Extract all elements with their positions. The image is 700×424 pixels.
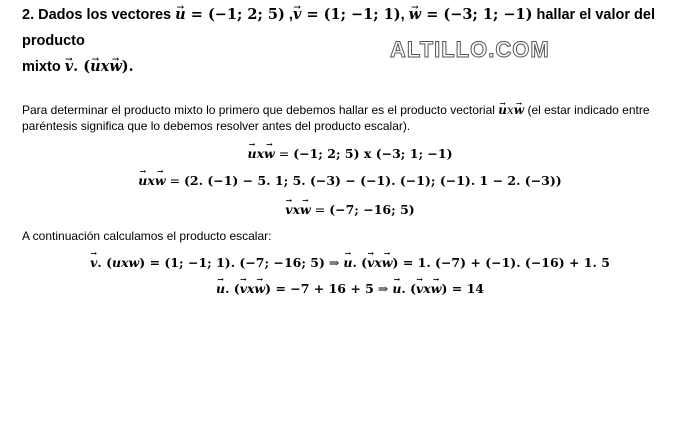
equation-cross-product-expansion: → ux→ w = (2. (−1) − 5. 1; 5. (−3) − (−1). (−1); (−1). 1 − 2. (−3)) <box>0 173 700 188</box>
vector-u-value: (−1; 2; 5) <box>207 6 285 23</box>
equation-scalar-product-setup: → v. (uxw) = (1; −1; 1). (−7; −16; 5) ⇒ → u. (→ vx→ w) = 1. (−7) + (−1). (−16) + 1. 5 <box>0 255 700 270</box>
problem-statement: 2. Dados los vectores → u = (−1; 2; 5) ,→ v = (1; −1; 1), → w = (−3; 1; −1) hallar el valor del producto mixto → v. (→ ux→ w). <box>22 2 682 80</box>
eq3-rhs: (−7; −16; 5) <box>329 202 415 217</box>
problem-text-line2: mixto <box>22 59 61 75</box>
vector-u: → u <box>247 146 256 161</box>
eq1-rhs: (−1; 2; 5) x (−3; 1; −1) <box>293 146 453 161</box>
vector-w: → w <box>254 281 265 296</box>
vector-v: → v <box>90 255 97 270</box>
problem-number: 2. <box>22 7 35 23</box>
vector-u: → u <box>392 281 401 296</box>
intro-paragraph: Para determinar el producto mixto lo primero que debemos hallar es el producto vectorial → ux→ w (el estar indicado entre paréntesis significa que lo debemos resolver antes del producto escalar). <box>22 102 682 134</box>
vector-v-value: (1; −1; 1) <box>323 6 401 23</box>
eq4-mid: (1; −1; 1). (−7; −16; 5) <box>164 255 325 270</box>
vector-w: → w <box>155 173 166 188</box>
vector-u: → u <box>90 54 101 80</box>
vector-v: → v <box>367 255 374 270</box>
problem-text-end: hallar el valor del producto <box>22 7 655 49</box>
intro-part2: (el estar indicado entre paréntesis significa que lo debemos resolver antes del producto escalar). <box>22 103 650 133</box>
watermark: ALTILLO.COM <box>390 37 550 62</box>
vector-u: → u <box>498 102 507 118</box>
problem-text-start: Dados los vectores <box>38 7 172 23</box>
vector-v: → v <box>65 54 73 80</box>
eq5-rhs: 14 <box>466 281 485 296</box>
vector-w: → w <box>514 102 524 118</box>
vector-w-value: (−3; 1; −1) <box>443 6 533 23</box>
vector-w: → w <box>109 54 121 80</box>
vector-w: → w <box>300 202 311 217</box>
eq4-rhs: 1. (−7) + (−1). (−16) + 1. 5 <box>417 255 610 270</box>
eq5-mid: −7 + 16 + 5 <box>290 281 374 296</box>
vector-w: → w <box>264 146 275 161</box>
vector-u: → u <box>175 2 186 28</box>
vector-v: → v <box>416 281 423 296</box>
equation-scalar-product-result: → u. (→ vx→ w) = −7 + 16 + 5 ⇒ → u. (→ vx→ w) = 14 <box>0 281 700 296</box>
vector-w: → w <box>409 2 421 28</box>
transition-text: A continuación calculamos el producto escalar: <box>22 229 272 243</box>
intro-part1: Para determinar el producto mixto lo primero que debemos hallar es el producto vectorial <box>22 103 495 117</box>
vector-w: → w <box>431 281 442 296</box>
vector-u: → u <box>216 281 225 296</box>
equation-cross-product-result: → vx→ w = (−7; −16; 5) <box>0 202 700 217</box>
vector-w: → w <box>382 255 393 270</box>
vector-v: → v <box>285 202 292 217</box>
vector-v: → v <box>293 2 301 28</box>
vector-u: → u <box>138 173 147 188</box>
equation-cross-product-setup: → ux→ w = (−1; 2; 5) x (−3; 1; −1) <box>0 146 700 161</box>
vector-u: → u <box>343 255 352 270</box>
eq2-rhs: (2. (−1) − 5. 1; 5. (−3) − (−1). (−1); (−1). 1 − 2. (−3)) <box>184 173 562 188</box>
vector-v: → v <box>240 281 247 296</box>
